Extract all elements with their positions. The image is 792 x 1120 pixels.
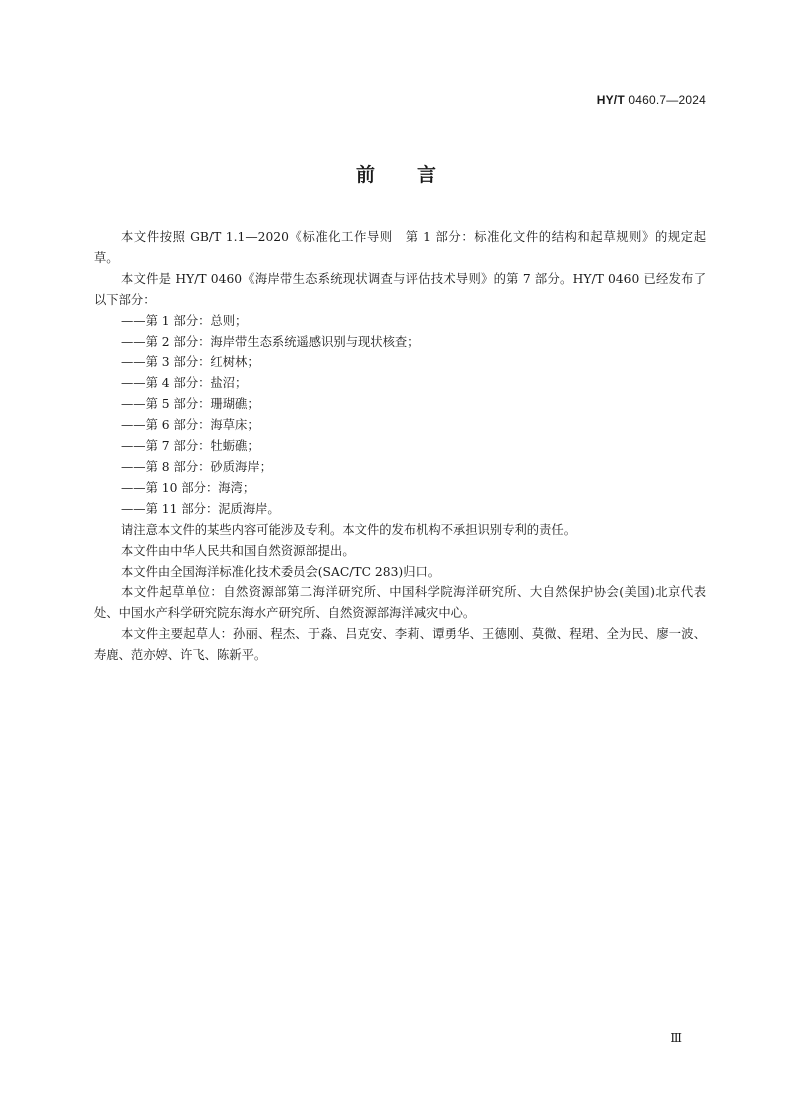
paragraph-drafting-rules: 本文件按照 GB/T 1.1—2020《标准化工作导则 第 1 部分：标准化文件的结构和起草规则》的规定起草。 (94, 230, 706, 265)
parts-list (94, 311, 706, 520)
list-item: ——第 3 部分：红树林； (121, 355, 260, 370)
list-item: ——第 7 部分：牡蛎礁； (121, 439, 260, 454)
standard-number: 0460.7—2024 (624, 93, 706, 107)
standard-code-header (597, 93, 706, 107)
paragraph-drafters: 本文件主要起草人：孙丽、程杰、于淼、吕克安、李莉、谭勇华、王德刚、莫微、程珺、全为民、廖一波、寿鹿、范亦婷、许飞、陈新平。 (94, 627, 706, 663)
list-item: ——第 10 部分：海湾； (121, 480, 256, 495)
paragraph-proposer: 本文件由中华人民共和国自然资源部提出。 (121, 543, 355, 558)
list-item: ——第 2 部分：海岸带生态系统遥感识别与现状核查； (121, 334, 420, 349)
list-item: ——第 8 部分：砂质海岸； (121, 459, 272, 474)
paragraph-drafting-units: 本文件起草单位：自然资源部第二海洋研究所、中国科学院海洋研究所、大自然保护协会(美国)北京代表处、中国水产科学研究院东海水产研究所、自然资源部海洋减灾中心。 (94, 585, 706, 621)
paragraph-committee: 本文件由全国海洋标准化技术委员会(SAC/TC 283)归口。 (121, 564, 441, 579)
paragraph-series-intro: 本文件是 HY/T 0460《海岸带生态系统现状调查与评估技术导则》的第 7 部分。HY/T 0460 已经发布了以下部分： (94, 271, 706, 307)
page-title: 前言 (355, 164, 478, 186)
list-item: ——第 11 部分：泥质海岸。 (121, 501, 280, 516)
paragraph-patent-notice: 请注意本文件的某些内容可能涉及专利。本文件的发布机构不承担识别专利的责任。 (121, 522, 576, 537)
page-number: Ⅲ (670, 1031, 682, 1045)
foreword-content (94, 227, 706, 666)
list-item: ——第 5 部分：珊瑚礁； (121, 397, 260, 412)
list-item: ——第 6 部分：海草床； (121, 418, 260, 433)
standard-prefix: HY/T (596, 93, 625, 107)
list-item: ——第 4 部分：盐沼； (121, 376, 248, 391)
list-item: ——第 1 部分：总则； (121, 313, 248, 328)
